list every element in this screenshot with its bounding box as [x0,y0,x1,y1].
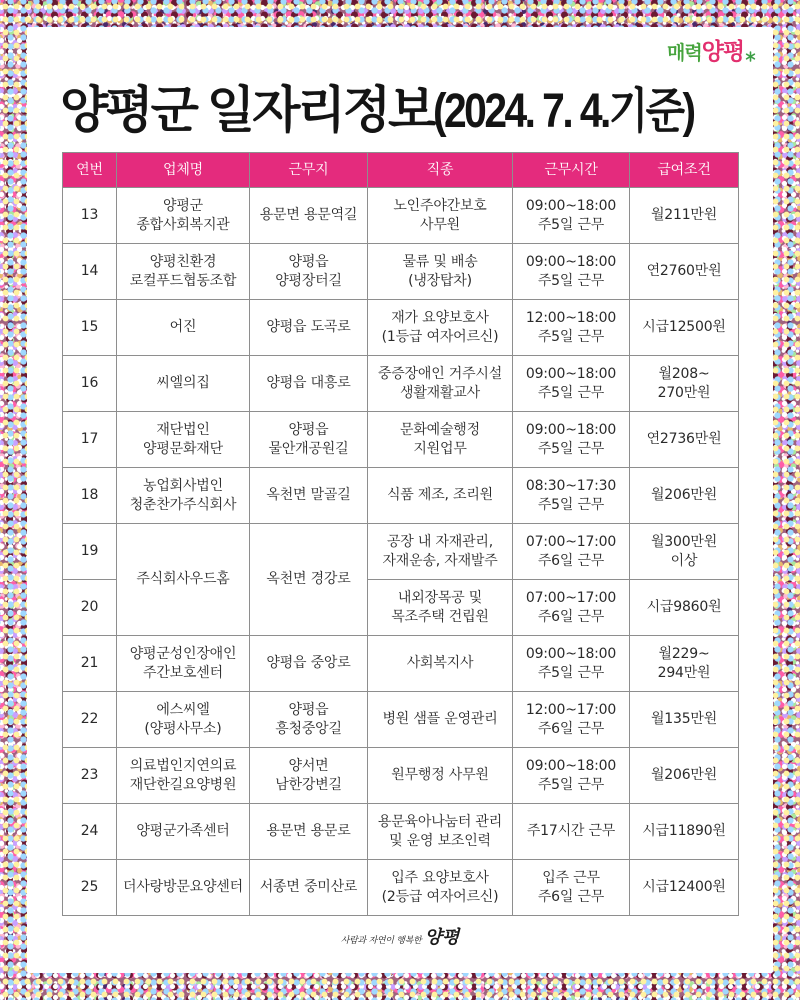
slogan-brand: 양평 [424,927,460,948]
cell-hours: 09:00~18:00 주5일 근무 [513,748,630,804]
slogan-text: 사람과 자연이 행복한 [340,936,422,946]
cell-location: 옥천면 말골길 [250,468,368,524]
cell-pay: 월229~ 294만원 [630,636,739,692]
cell-hours: 12:00~18:00 주5일 근무 [513,300,630,356]
cell-hours: 09:00~18:00 주5일 근무 [513,356,630,412]
cell-location: 양평읍 도곡로 [250,300,368,356]
cell-pay: 월208~ 270만원 [630,356,739,412]
cell-no: 23 [63,748,117,804]
cell-pay: 시급9860원 [630,580,739,636]
cell-location: 양평읍 중앙로 [250,636,368,692]
table-row [63,524,739,580]
cell-hours: 07:00~17:00 주6일 근무 [513,524,630,580]
cell-job: 중증장애인 거주시설 생활재활교사 [368,356,513,412]
cell-pay: 월300만원 이상 [630,524,739,580]
cell-location: 용문면 용문로 [250,804,368,860]
column-header-job: 직종 [368,153,513,188]
column-header-company: 업체명 [117,153,250,188]
logo-text-yangpyeong: 양평 [701,39,745,65]
cell-pay: 월135만원 [630,692,739,748]
cell-company: 주식회사우드홈 [117,524,250,636]
cell-company: 의료법인지연의료 재단한길요양병원 [117,748,250,804]
cell-hours: 12:00~17:00 주6일 근무 [513,692,630,748]
cell-no: 22 [63,692,117,748]
table-header-row [63,153,739,188]
table-row [63,748,739,804]
cell-job: 원무행정 사무원 [368,748,513,804]
cell-hours: 09:00~18:00 주5일 근무 [513,188,630,244]
cell-hours: 09:00~18:00 주5일 근무 [513,244,630,300]
cell-pay: 시급12400원 [630,860,739,916]
title-date-note: (2024. 7. 4.기준) [433,85,694,138]
cell-job: 노인주야간보호 사무원 [368,188,513,244]
cell-pay: 연2760만원 [630,244,739,300]
table-row [63,412,739,468]
table-row [63,244,739,300]
cell-job: 물류 및 배송 (냉장탑차) [368,244,513,300]
cell-no: 13 [63,188,117,244]
cell-job: 재가 요양보호사 (1등급 여자어르신) [368,300,513,356]
cell-location: 양서면 남한강변길 [250,748,368,804]
table-row [63,300,739,356]
cell-no: 24 [63,804,117,860]
cell-no: 25 [63,860,117,916]
brand-logo [667,36,756,68]
cell-company: 양평친환경 로컬푸드협동조합 [117,244,250,300]
cell-company: 씨엘의집 [117,356,250,412]
cell-job: 문화예술행정 지원업무 [368,412,513,468]
table-row [63,188,739,244]
cell-no: 20 [63,580,117,636]
cell-company: 더사랑방문요양센터 [117,860,250,916]
cell-hours: 08:30~17:30 주5일 근무 [513,468,630,524]
cell-job: 공장 내 자재관리, 자재운송, 자재발주 [368,524,513,580]
table-row [63,356,739,412]
cell-hours: 07:00~17:00 주6일 근무 [513,580,630,636]
cell-hours: 주17시간 근무 [513,804,630,860]
cell-no: 14 [63,244,117,300]
cell-no: 19 [63,524,117,580]
page-title [60,79,740,143]
cell-pay: 월206만원 [630,468,739,524]
column-header-no: 연번 [63,153,117,188]
cell-no: 16 [63,356,117,412]
cell-no: 21 [63,636,117,692]
cell-company: 어진 [117,300,250,356]
cell-location: 양평읍 흥청중앙길 [250,692,368,748]
cell-pay: 연2736만원 [630,412,739,468]
cell-location: 양평읍 양평장터길 [250,244,368,300]
cell-company: 재단법인 양평문화재단 [117,412,250,468]
cell-hours: 09:00~18:00 주5일 근무 [513,636,630,692]
cell-no: 15 [63,300,117,356]
logo-text-charm: 매력 [667,42,702,64]
cell-job: 사회복지사 [368,636,513,692]
cell-pay: 시급12500원 [630,300,739,356]
cell-company: 양평군가족센터 [117,804,250,860]
footer-slogan [27,926,773,953]
cell-location: 옥천면 경강로 [250,524,368,636]
cell-pay: 시급11890원 [630,804,739,860]
cell-job: 입주 요양보호사 (2등급 여자어르신) [368,860,513,916]
cell-hours: 09:00~18:00 주5일 근무 [513,412,630,468]
table-row [63,804,739,860]
cell-hours: 입주 근무 주6일 근무 [513,860,630,916]
cell-location: 양평읍 대흥로 [250,356,368,412]
job-table [62,152,739,916]
cell-job: 식품 제조, 조리원 [368,468,513,524]
column-header-pay: 급여조건 [630,153,739,188]
cell-location: 용문면 용문역길 [250,188,368,244]
column-header-hours: 근무시간 [513,153,630,188]
table-row [63,692,739,748]
table-row [63,860,739,916]
cell-company: 에스씨엘 (양평사무소) [117,692,250,748]
cell-no: 17 [63,412,117,468]
column-header-location: 근무지 [250,153,368,188]
content-card [27,27,773,973]
cell-pay: 월206만원 [630,748,739,804]
star-icon [745,51,756,62]
cell-job: 병원 샘플 운영관리 [368,692,513,748]
table-row [63,636,739,692]
cell-location: 양평읍 물안개공원길 [250,412,368,468]
cell-job: 내외장목공 및 목조주택 건립원 [368,580,513,636]
cell-location: 서종면 중미산로 [250,860,368,916]
cell-company: 양평군성인장애인 주간보호센터 [117,636,250,692]
cell-pay: 월211만원 [630,188,739,244]
cell-job: 용문육아나눔터 관리 및 운영 보조인력 [368,804,513,860]
cell-no: 18 [63,468,117,524]
cell-company: 농업회사법인 청춘찬가주식회사 [117,468,250,524]
table-row [63,468,739,524]
title-main: 양평군 일자리정보 [60,82,434,138]
cell-company: 양평군 종합사회복지관 [117,188,250,244]
